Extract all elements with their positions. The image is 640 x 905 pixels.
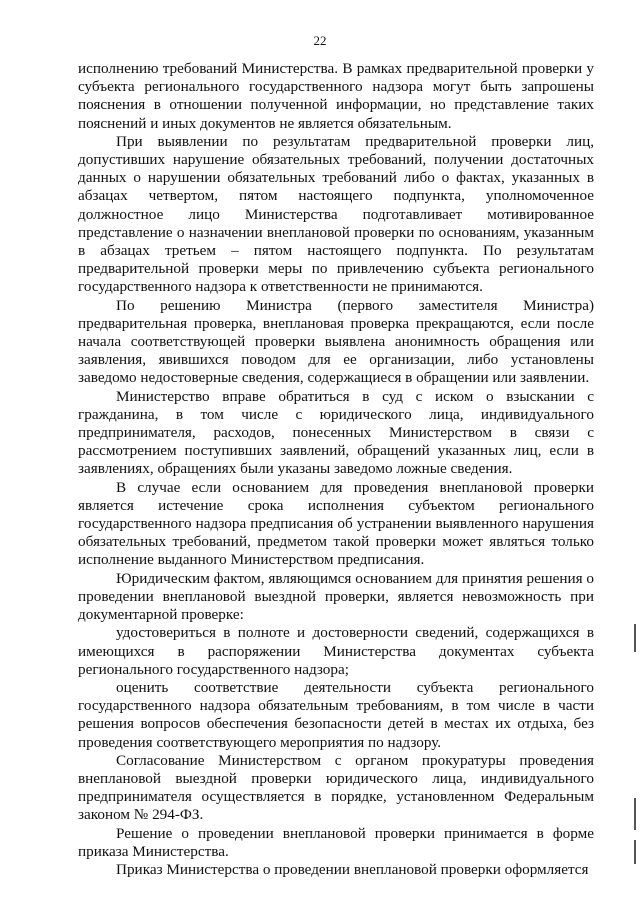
- paragraph: При выявлении по результатам предварительной проверки лиц, допустивших нарушение обязательных требований, получении достаточных данных о нарушении обязательных требований либо о фактах, указанных в абзацах четвертом, пятом настоящего подпункта, уполномоченное должностное лицо Министерства подготавливает мотивированное представление о назначении внеплановой проверки по основаниям, указанным в абзацах третьем – пятом настоящего подпункта. По результатам предварительной проверки меры по привлечению субъекта регионального государственного надзора к ответственности не принимаются.: [78, 132, 594, 296]
- paragraph: В случае если основанием для проведения внеплановой проверки является истечение срока исполнения субъектом регионального государственного надзора предписания об устранении выявленного нарушения обязательных требований, предметом такой проверки может являться только исполнение выданного Министерством предписания.: [78, 478, 594, 569]
- paragraph: Министерство вправе обратиться в суд с иском о взыскании с гражданина, в том числе с юридического лица, индивидуального предпринимателя, расходов, понесенных Министерством в связи с рассмотрением поступивших заявлений, обращений указанных лиц, если в заявлениях, обращениях были указаны заведомо ложные сведения.: [78, 387, 594, 478]
- paragraph: Согласование Министерством с органом прокуратуры проведения внеплановой выездной проверки юридического лица, индивидуального предпринимателя осуществляется в порядке, установленном Федеральным законом № 294-ФЗ.: [78, 751, 594, 824]
- scan-edge-mark: [634, 798, 636, 830]
- paragraph: Юридическим фактом, являющимся основанием для принятия решения о проведении внеплановой выездной проверки, является невозможность при документарной проверке:: [78, 569, 594, 624]
- paragraph: оценить соответствие деятельности субъекта регионального государственного надзора обязательным требованиям, в том числе в части решения вопросов обеспечения безопасности детей в местах их отдыха, без проведения соответствующего мероприятия по надзору.: [78, 678, 594, 751]
- paragraph: Приказ Министерства о проведении внеплановой проверки оформляется: [116, 860, 589, 878]
- scan-edge-mark: [634, 840, 636, 864]
- document-body: [78, 60, 594, 879]
- paragraph-continuation: исполнению требований Министерства. В рамках предварительной проверки у субъекта регионального государственного надзора могут быть запрошены пояснения в отношении полученной информации, но представление таких пояснений и иных документов не является обязательным.: [78, 60, 594, 132]
- paragraph: По решению Министра (первого заместителя Министра) предварительная проверка, внеплановая проверка прекращаются, если после начала соответствующей проверки выявлена анонимность обращения или заявления, явившихся поводом для ее организации, либо установлены заведомо недостоверные сведения, содержащиеся в обращении или заявлении.: [78, 296, 594, 387]
- paragraph: Решение о проведении внеплановой проверки принимается в форме приказа Министерства.: [78, 824, 594, 860]
- page-number: 22: [313, 33, 327, 48]
- paragraph: удостовериться в полноте и достоверности сведений, содержащихся в имеющихся в распоряжении Министерства документах субъекта регионального государственного надзора;: [78, 624, 594, 678]
- scan-edge-mark: [634, 624, 636, 652]
